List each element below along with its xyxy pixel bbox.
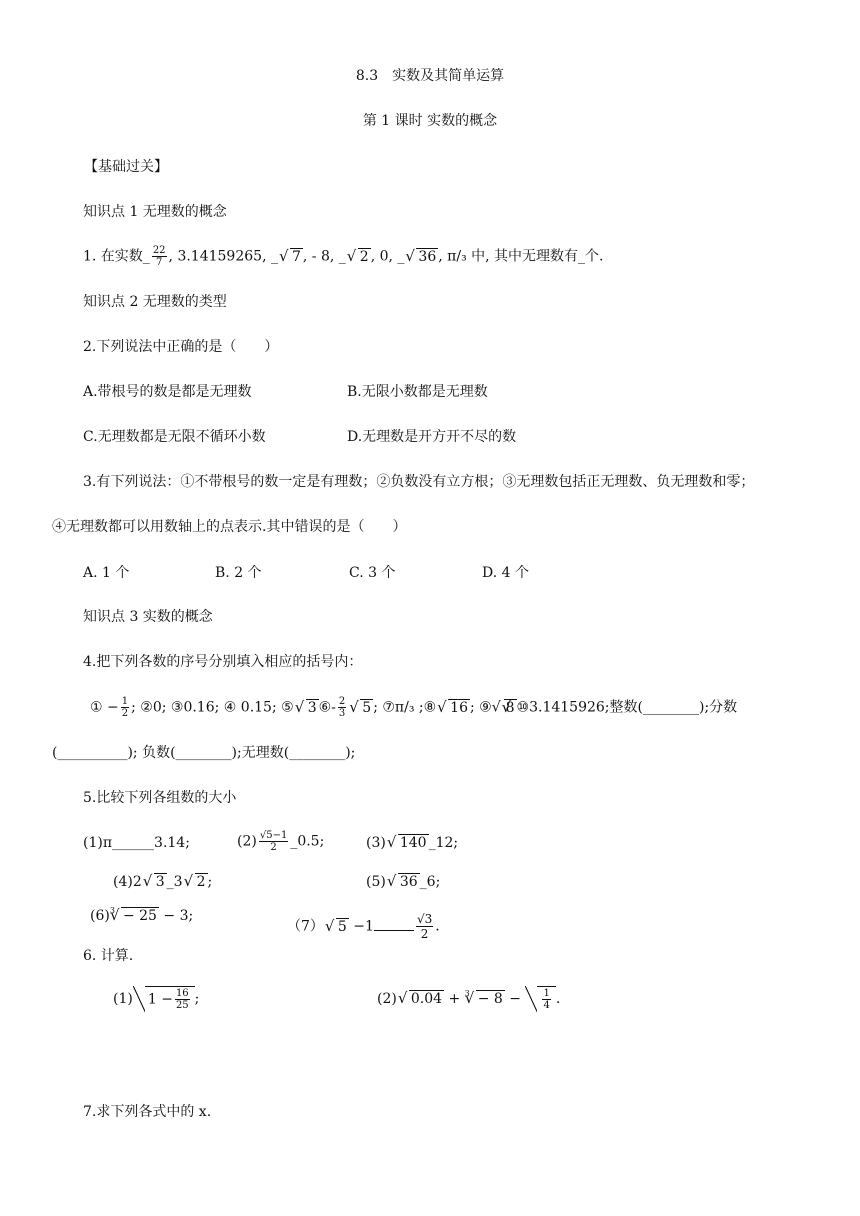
question-2-option-b: B.无限小数都是无理数 xyxy=(347,384,488,400)
knowledge-point-2: 知识点 2 无理数的类型 xyxy=(83,294,227,310)
question-5-part-4: (4)2√ 3 _3√ 2 ; xyxy=(113,872,212,892)
question-2-option-d: D.无理数是开方开不尽的数 xyxy=(347,429,517,445)
question-3-option-d: D. 4 个 xyxy=(482,565,529,581)
question-6-stem: 6. 计算. xyxy=(83,948,134,964)
question-5-stem: 5.比较下列各组数的大小 xyxy=(83,790,237,806)
question-5-part-7: （7）√ 5 −1 $\frac{√3}{2}$ . xyxy=(287,912,440,941)
question-5-part-3: (3)√ 140 _12; xyxy=(366,833,458,853)
question-6-expr-1: (1) 1 − $\frac{16}{25}$ ; xyxy=(113,988,200,1011)
question-3-option-a: A. 1 个 xyxy=(83,565,130,581)
question-3-option-c: C. 3 个 xyxy=(349,565,396,581)
section-heading-basic: 【基础过关】 xyxy=(84,159,168,175)
question-1: 1. 在实数_ $\frac{22}{7}$ , 3.14159265, _√ 7 , - 8, _√ 2 , 0, _√ 36 , π/₃ 中, 其中无理数有_个. xyxy=(83,245,603,268)
question-4-numbers: ① − $\frac{1}{2}$ ; ②0; ③0.16; ④ 0.15; ⑤√ 3 ⑥- $\frac{2}{3}$ √ 5 ; ⑦π/₃ ;⑧√ 16 ; ⑨√√ 8 ⑩3.1415926;整数(________);分数 xyxy=(90,696,737,719)
question-3-option-b: B. 2 个 xyxy=(215,565,262,581)
question-2-option-c: C.无理数都是无限不循环小数 xyxy=(83,429,266,445)
question-5-part-2: (2) $\frac{√5-1}{2}$ _0.5; xyxy=(237,830,325,853)
question-2-stem: 2.下列说法中正确的是（ ） xyxy=(83,339,279,355)
knowledge-point-1: 知识点 1 无理数的概念 xyxy=(83,204,227,220)
question-5-part-1: (1)π______3.14; xyxy=(83,835,190,851)
question-4-stem: 4.把下列各数的序号分别填入相应的括号内： xyxy=(83,654,363,670)
question-3-stem-line1: 3.有下列说法：①不带根号的数一定是有理数；②负数没有立方根；③无理数包括正无理数、负无理数和零； xyxy=(83,474,755,490)
question-2-option-a: A.带根号的数是都是无理数 xyxy=(83,384,252,400)
page-title: 8.3 实数及其简单运算 xyxy=(355,68,505,84)
question-5-part-6: $(6)^3√ - 25 - 3$; xyxy=(90,906,193,928)
lesson-subtitle: 第 1 课时 实数的概念 xyxy=(362,113,498,129)
question-6-expr-2: (2)√ 0.04 + $^3$√ − 8 − $\frac{1}{4}$ . xyxy=(377,986,560,1012)
question-7-stem: 7.求下列各式中的 x. xyxy=(83,1104,212,1120)
question-3-stem-line2: ④无理数都可以用数轴上的点表示.其中错误的是（ ） xyxy=(52,519,407,535)
question-5-part-5: (5)√ 36 _6; xyxy=(366,872,440,892)
knowledge-point-3: 知识点 3 实数的概念 xyxy=(83,609,213,625)
question-4-line2: (__________); 负数(________);无理数(________); xyxy=(52,745,356,761)
